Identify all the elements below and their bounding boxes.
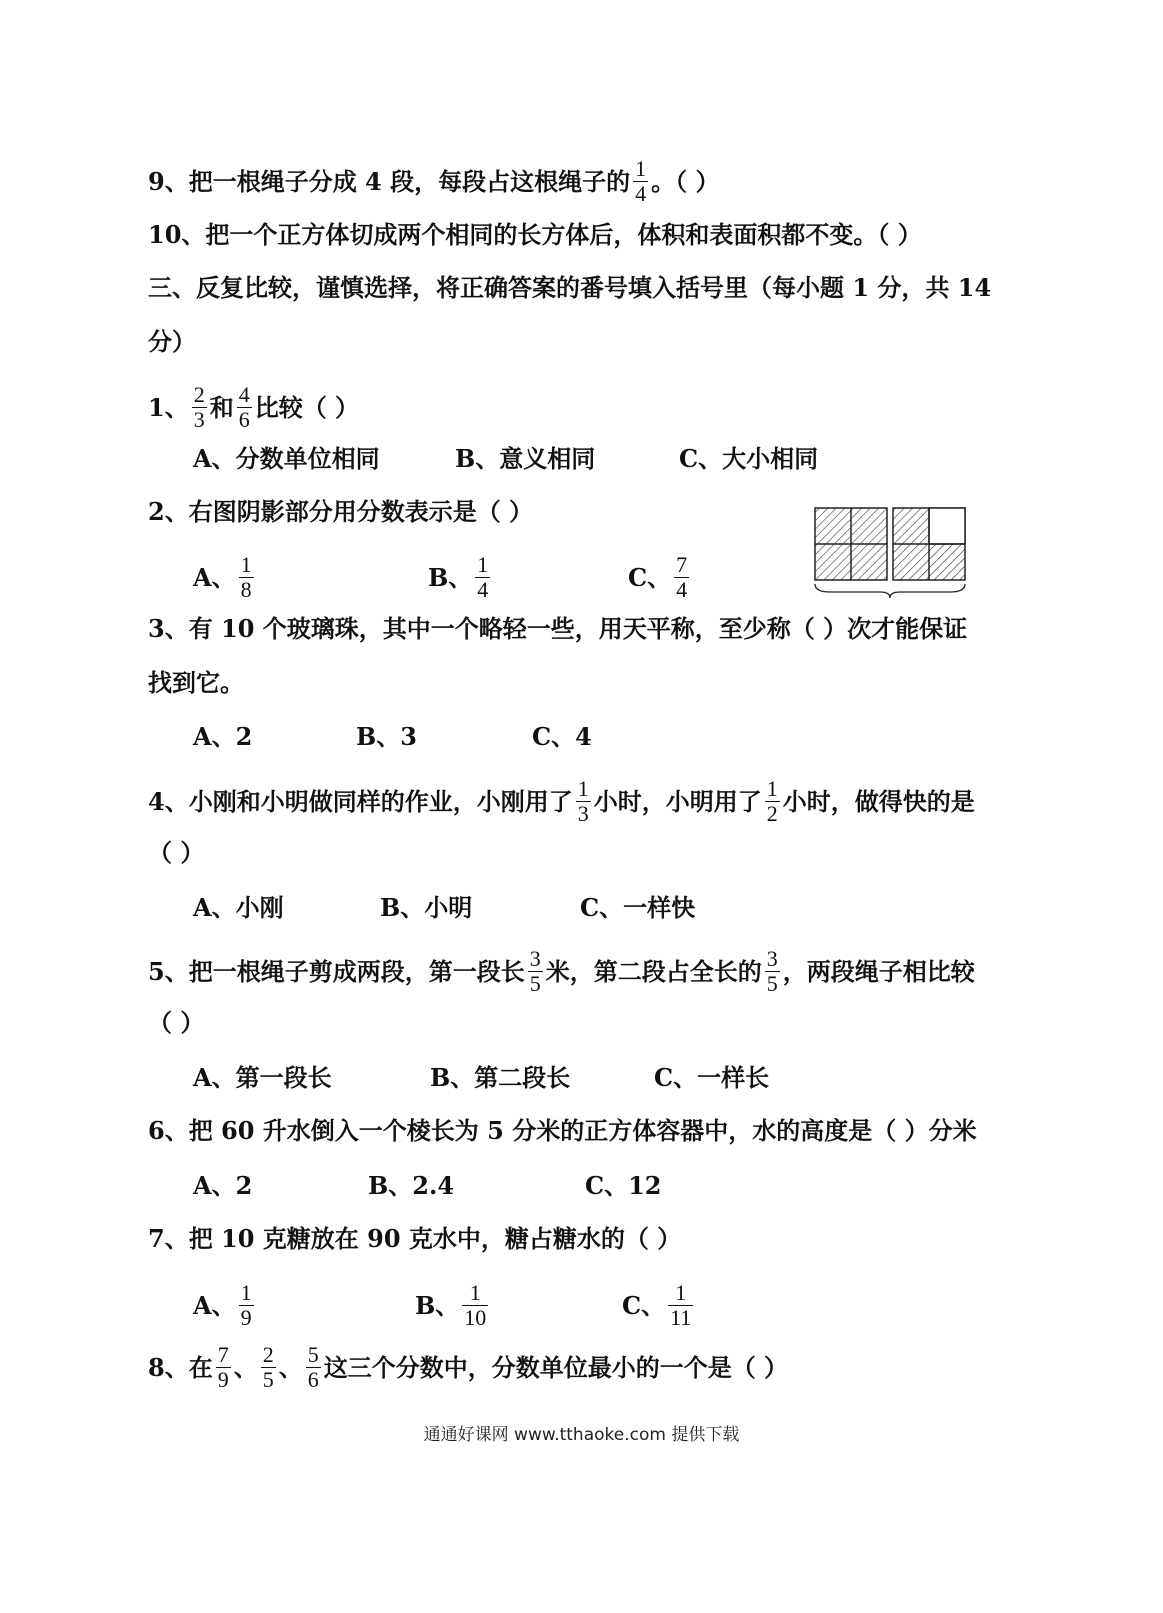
choice-question-4-blank — [148, 838, 204, 868]
c5-option-b: B、第二段长 — [430, 1063, 571, 1092]
choice-question-5-blank — [148, 1008, 204, 1038]
option-label: C、 — [628, 562, 672, 592]
fraction: $\frac{1}{3}$ — [577, 776, 589, 826]
option-label: B、 — [415, 1290, 460, 1320]
fraction: $\frac{5}{6}$ — [307, 1342, 319, 1392]
c3-option-a: A、2 — [193, 722, 253, 751]
choice-question-6 — [148, 1116, 977, 1146]
c3-option-b: B、3 — [356, 722, 417, 751]
c5-option-a: A、第一段长 — [193, 1063, 332, 1092]
c4-option-c: C、一样快 — [580, 893, 696, 922]
c3-line1: 3、有 10 个玻璃珠，其中一个略轻一些，用天平称，至少称（ ）次才能保证 — [148, 614, 968, 643]
fraction: $\frac{4}{6}$ — [238, 382, 250, 432]
section-3-heading — [148, 273, 991, 303]
c6-option-b: B、2.4 — [368, 1171, 455, 1200]
option-label: A、 — [193, 562, 236, 592]
c7-option-c — [622, 1282, 696, 1329]
fraction: $\frac{1}{4}$ — [477, 552, 489, 602]
c4-option-a: A、小刚 — [193, 893, 284, 922]
c4-mid: 小时，小明用了 — [593, 786, 762, 816]
q9-answer-blank: 。（ ） — [651, 166, 720, 196]
c4-blank: （ ） — [148, 838, 205, 867]
question-10 — [148, 220, 922, 250]
choice-question-2 — [148, 497, 533, 527]
fraction: $\frac{1}{4}$ — [635, 156, 647, 206]
c5-pre: 5、把一根绳子剪成两段，第一段长 — [148, 956, 525, 986]
choice-question-8 — [148, 1344, 788, 1391]
fraction: $\frac{1}{2}$ — [766, 776, 778, 826]
fraction: $\frac{1}{10}$ — [464, 1280, 487, 1330]
c8-pre: 8、在 — [148, 1352, 213, 1382]
c2-text: 2、右图阴影部分用分数表示是（ ） — [148, 497, 534, 526]
c8-post: 这三个分数中，分数单位最小的一个是（ ） — [323, 1352, 789, 1382]
c7-text: 7、把 10 克糖放在 90 克水中，糖占糖水的（ ） — [148, 1224, 682, 1253]
c1-post: 比较（ ） — [254, 392, 360, 422]
section-3-line1: 三、反复比较，谨慎选择，将正确答案的番号填入括号里（每小题 1 分，共 14 — [148, 273, 992, 302]
c7-option-b — [415, 1282, 491, 1329]
question-9 — [148, 158, 719, 205]
fraction: $\frac{1}{8}$ — [240, 552, 252, 602]
c5-post: ，两段绳子相比较 — [782, 956, 975, 986]
c5-mid: 米，第二段占全长的 — [545, 956, 762, 986]
choice-question-1 — [148, 384, 359, 431]
fraction: $\frac{7}{4}$ — [676, 552, 688, 602]
fraction: $\frac{2}{3}$ — [193, 382, 205, 432]
c1-mid: 和 — [209, 392, 234, 422]
fraction: $\frac{3}{5}$ — [529, 946, 541, 996]
separator: 、 — [233, 1352, 258, 1382]
fraction: $\frac{2}{5}$ — [262, 1342, 274, 1392]
fraction: $\frac{3}{5}$ — [766, 946, 778, 996]
c4-option-b: B、小明 — [380, 893, 473, 922]
page-footer: 通通好课网 www.tthaoke.com 提供下载 — [423, 1425, 740, 1445]
c4-post: 小时，做得快的是 — [782, 786, 975, 816]
choice-question-3 — [148, 614, 967, 644]
c6-option-c: C、12 — [585, 1171, 662, 1200]
c1-option-a: A、分数单位相同 — [193, 444, 380, 473]
c3-option-c: C、4 — [532, 722, 592, 751]
section-3-heading-cont — [148, 327, 196, 357]
option-label: B、 — [428, 562, 473, 592]
fraction: $\frac{1}{9}$ — [240, 1280, 252, 1330]
section-3-line2: 分） — [148, 327, 196, 356]
c1-option-c: C、大小相同 — [679, 444, 819, 473]
option-label: A、 — [193, 1290, 236, 1320]
c5-blank: （ ） — [148, 1008, 205, 1037]
q9-text: 9、把一根绳子分成 4 段，每段占这根绳子的 — [148, 166, 631, 196]
c2-option-a — [193, 554, 257, 601]
c6-text: 6、把 60 升水倒入一个棱长为 5 分米的正方体容器中，水的高度是（ ）分米 — [148, 1116, 977, 1145]
option-label: C、 — [622, 1290, 666, 1320]
choice-question-5 — [148, 948, 975, 995]
shaded-squares-figure — [810, 500, 970, 600]
separator: 、 — [278, 1352, 303, 1382]
c2-option-c — [628, 554, 692, 601]
fraction: $\frac{1}{11}$ — [670, 1280, 692, 1330]
c4-pre: 4、小刚和小明做同样的作业，小刚用了 — [148, 786, 573, 816]
fraction: $\frac{7}{9}$ — [217, 1342, 229, 1392]
c5-option-c: C、一样长 — [654, 1063, 770, 1092]
q10-text: 10、把一个正方体切成两个相同的长方体后，体积和表面积都不变。（ ） — [148, 220, 922, 249]
c2-option-b — [428, 554, 493, 601]
choice-question-7 — [148, 1224, 681, 1254]
c1-option-b: B、意义相同 — [455, 444, 596, 473]
c7-option-a — [193, 1282, 257, 1329]
c6-option-a: A、2 — [193, 1171, 253, 1200]
choice-question-4 — [148, 778, 975, 825]
c3-line2: 找到它。 — [148, 668, 244, 697]
c1-prefix: 1、 — [148, 392, 189, 422]
choice-question-3-cont — [148, 668, 244, 698]
